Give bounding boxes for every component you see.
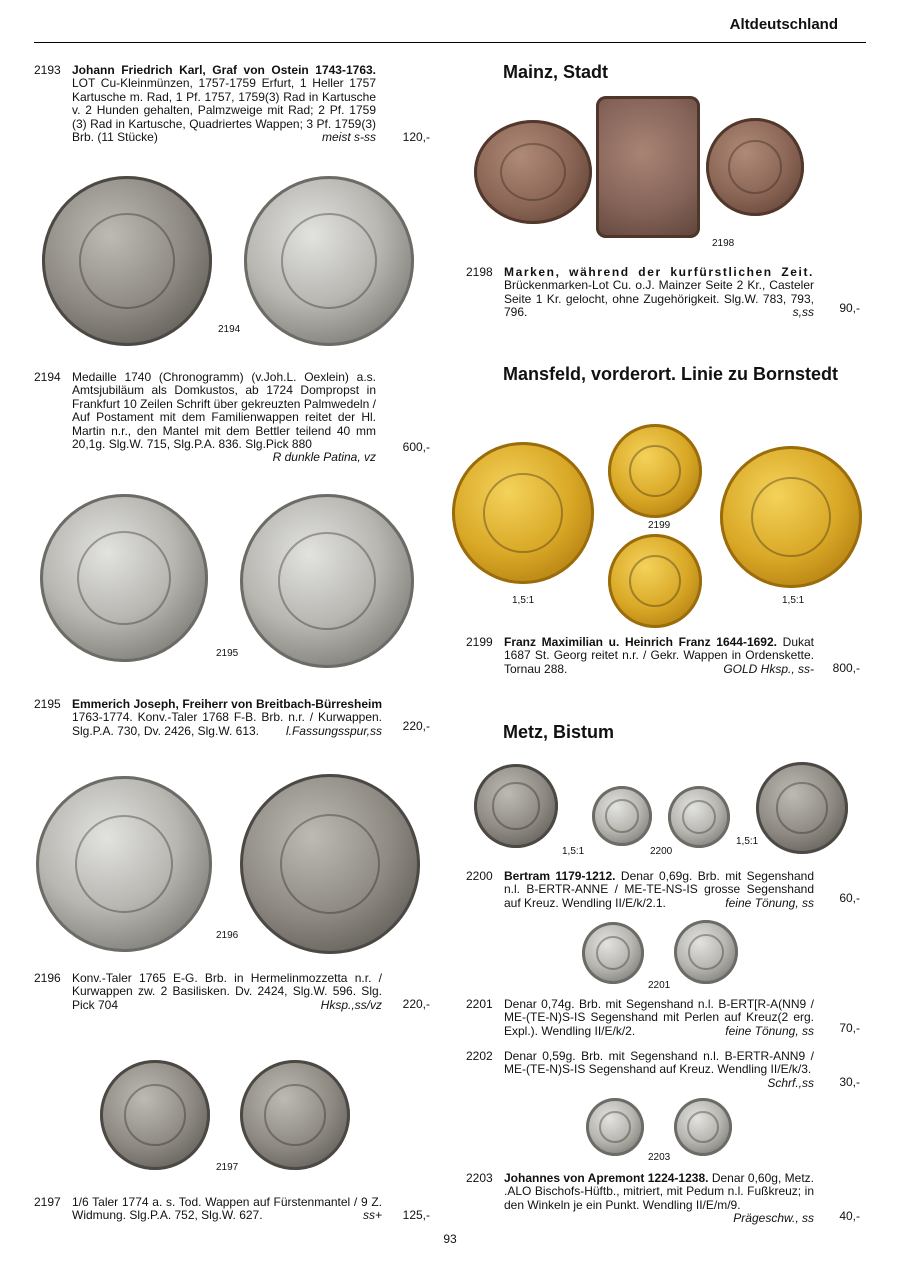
lot-number: 2193 (34, 63, 61, 77)
lot-title: Emmerich Joseph, Freiherr von Breitbach-Bürresheim (72, 697, 382, 711)
lot-title: Bertram 1179-1212. (504, 869, 616, 883)
scale-note: 1,5:1 (782, 595, 805, 606)
lot-price: 220,- (402, 997, 430, 1011)
lot-condition: feine Tönung, ss (725, 1023, 814, 1038)
marken-2198-left (474, 120, 592, 224)
image-caption-2201: 2201 (648, 980, 671, 991)
thaler-2196-arms (240, 774, 420, 954)
image-caption-2195: 2195 (216, 648, 239, 659)
lot-2194 (34, 370, 430, 465)
coin-2197-inscription (240, 1060, 350, 1170)
lot-price: 220,- (402, 719, 430, 733)
denar-2203-reverse (674, 1098, 732, 1156)
lot-title: Marken, während der kurfürstlichen Zeit. (504, 265, 814, 279)
lot-price: 30,- (839, 1075, 860, 1089)
scale-note: 1,5:1 (512, 595, 535, 606)
lot-condition: R dunkle Patina, vz (272, 450, 376, 465)
lot-text: 1/6 Taler 1774 a. s. Tod. Wappen auf Fürstenmantel / 9 Z. Widmung. Slg.P.A. 752, Slg.W. 627. (72, 1195, 382, 1223)
header-title: Altdeutschland (729, 16, 838, 33)
lot-price: 90,- (839, 301, 860, 315)
image-caption-2196: 2196 (216, 930, 239, 941)
lot-text: Denar 0,60g, Metz. .ALO Bischofs-Hüftb., mitriert, mit Pedum n.l. Fußkreuz; in den Winkeln je ein Punkt. Wendling II/E/m/9. (504, 1171, 814, 1212)
lot-text: Denar 0,74g. Brb. mit Segenshand n.l. B-ERT[R-A(NN9 / ME-(TE-N)S-IS Segenshand mit Perlen auf Kreuz(2 erg. Expl.). Wendling II/E/k/2. (504, 997, 814, 1038)
lot-condition: meist s-ss (322, 130, 376, 145)
denar-2201-obverse (582, 922, 644, 984)
lot-condition: l.Fassungsspur,ss (285, 723, 382, 738)
denar-2201-reverse (674, 920, 738, 984)
image-caption-2194: 2194 (218, 324, 241, 335)
lot-price: 120,- (402, 130, 430, 144)
lot-2193 (34, 64, 430, 144)
lot-condition: feine Tönung, ss (725, 895, 814, 910)
lot-number: 2196 (34, 971, 61, 985)
lot-price: 70,- (839, 1021, 860, 1035)
image-caption-2197: 2197 (216, 1162, 239, 1173)
lot-condition: s,ss (792, 305, 814, 320)
lot-2202 (466, 1050, 860, 1090)
lot-title: Johann Friedrich Karl, Graf von Ostein 1743-1763. (72, 63, 376, 77)
header-rule (34, 42, 866, 43)
lot-condition: Prägeschw., ss (733, 1211, 814, 1226)
lot-number: 2203 (466, 1171, 493, 1185)
lot-text: LOT Cu-Kleinmünzen, 1757-1759 Erfurt, 1 Heller 1757 Kartusche m. Rad, 1 Pf. 1757, 1759(3) Rad in Kartusche v. 2 Hunden gehalten, Palmzweige mit Rad; 2 Pf. 1759 (3) Rad in Kartusche, Quadriertes Wappen; 3 Pf. 1759(3) Brb. (11 Stücke) (72, 76, 376, 145)
lot-text: Medaille 1740 (Chronogramm) (v.Joh.L. Oexlein) a.s. Amtsjubiläum als Domkustos, ab 1724 Dompropst in Frankfurt 10 Zeilen Schrift über gekreuzten Palmwedeln / Auf Postament mit dem Familienwappen reitet der Hl. Martin n.r., den Mantel mit dem Bettler teilend 40 mm 20,1g. Slg.W. 715, Slg.P.A. 836. Slg.Pick 880 (72, 370, 376, 452)
ducat-2199-reverse (608, 534, 702, 628)
lot-text: Konv.-Taler 1765 E-G. Brb. in Hermelinmozzetta n.r. / Kurwappen zw. 2 Basilisken. Dv. 2424, Slg.W. 596. Slg. Pick 704 (72, 971, 382, 1012)
image-caption-2203: 2203 (648, 1152, 671, 1163)
coin-2197-arms (100, 1060, 210, 1170)
lot-2197 (34, 1196, 430, 1226)
medal-2194-rider (42, 176, 212, 346)
ducat-2199-obverse (608, 424, 702, 518)
denar-2203-obverse (586, 1098, 644, 1156)
lot-2201 (466, 998, 860, 1038)
lot-2195 (34, 698, 430, 738)
image-caption-2200: 2200 (650, 846, 673, 857)
lot-2198 (466, 265, 860, 320)
lot-2200 (466, 870, 860, 910)
ducat-2199-large-right (720, 446, 862, 588)
lot-condition: Schrf.,ss (767, 1075, 814, 1090)
marken-2198-right (706, 118, 804, 216)
lot-text: Denar 0,69g. Brb. mit Segenshand n.l. B-ERTR-ANNE / ME-TE-NS-IS grosse Segenshand auf Kreuz. Wendling II/E/k/2.1. (504, 869, 814, 910)
lot-2203 (466, 1171, 860, 1226)
denar-2200-reverse (668, 786, 730, 848)
lot-condition: ss+ (362, 1208, 382, 1223)
ducat-2199-large-left (452, 442, 594, 584)
denar-2200-obverse (592, 786, 652, 846)
lot-number: 2202 (466, 1049, 493, 1063)
scale-note: 1,5:1 (736, 836, 759, 847)
lot-condition: Hksp.,ss/vz (320, 997, 382, 1012)
image-caption-2198: 2198 (712, 238, 735, 249)
lot-text: 1763-1774. Konv.-Taler 1768 F-B. Brb. n.r. / Kurwappen. Slg.P.A. 730, Dv. 2426, Slg.W. 613. (72, 710, 382, 738)
lot-number: 2194 (34, 370, 61, 384)
lot-title: Johannes von Apremont 1224-1238. (504, 1171, 709, 1185)
lot-text: Dukat 1687 St. Georg reitet n.r. / Gekr. Wappen in Ordenskette. Tornau 288. (504, 635, 814, 676)
lot-number: 2201 (466, 997, 493, 1011)
lot-condition: GOLD Hksp., ss- (723, 661, 814, 676)
lot-title: Franz Maximilian u. Heinrich Franz 1644-1692. (504, 635, 777, 649)
page-number: 93 (443, 1232, 457, 1246)
section-title-mainz: Mainz, Stadt (503, 62, 609, 82)
lot-2199 (466, 636, 860, 676)
lot-number: 2199 (466, 635, 493, 649)
lot-number: 2195 (34, 697, 61, 711)
thaler-2195-portrait (40, 494, 208, 662)
medal-2194-inscription (244, 176, 414, 346)
marken-2198-center (596, 96, 700, 238)
lot-text: Brückenmarken-Lot Cu. o.J. Mainzer Seite 2 Kr., Casteler Seite 1 Kr. gelocht, ohne Zugehörigkeit. Slg.W. 783, 793, 796. (504, 278, 814, 320)
lot-price: 60,- (839, 891, 860, 905)
lot-price: 600,- (402, 440, 430, 454)
denar-2200-large-left (474, 764, 558, 848)
lot-text: Denar 0,59g. Brb. mit Segenshand n.l. B-ERTR-ANN9 / ME-(TE-N)S-IS Segenshand auf Kreuz. Wendling II/E/k/3. (504, 1049, 814, 1077)
thaler-2196-portrait (36, 776, 212, 952)
scale-note: 1,5:1 (562, 846, 585, 857)
section-title-mansfeld: Mansfeld, vorderort. Linie zu Bornstedt (503, 364, 839, 384)
lot-price: 40,- (839, 1209, 860, 1223)
image-caption-2199: 2199 (648, 520, 671, 531)
denar-2200-large-right (756, 762, 848, 854)
lot-2196 (34, 972, 430, 1014)
lot-number: 2200 (466, 869, 493, 883)
lot-price: 125,- (402, 1208, 430, 1222)
lot-number: 2197 (34, 1195, 61, 1209)
lot-number: 2198 (466, 265, 493, 279)
lot-price: 800,- (832, 661, 860, 675)
thaler-2195-arms (240, 494, 414, 668)
section-title-metz: Metz, Bistum (503, 722, 615, 742)
